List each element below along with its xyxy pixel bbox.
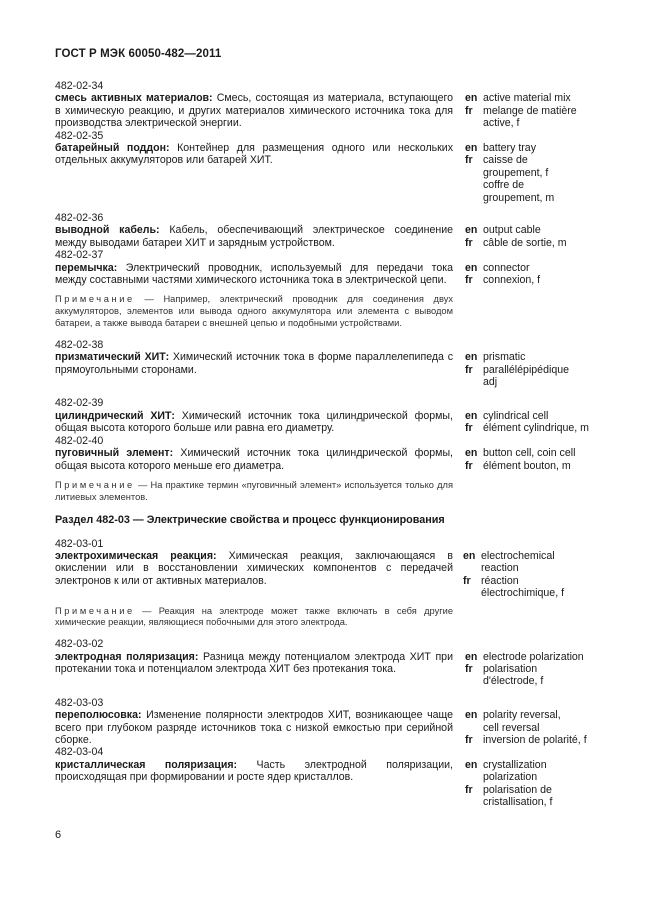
equivalent-en: en crystallization polarization [465,758,547,784]
term-name: электродная поляризация: [55,650,199,663]
term-number: 482-02-36 [55,212,104,225]
term-name: пуговичный элемент: [55,447,174,460]
entry-definition-block [55,339,453,376]
term-name: электрохимическая реакция: [55,549,217,562]
term-definition: Кабель, обеспечивающий электрическое соединение между выводами батареи ХИТ и зарядным устройством. [55,224,453,249]
entry-definition-block [55,80,453,130]
term-name: переполюсовка: [55,709,142,722]
equivalents [453,397,635,434]
note-label: Примечание [55,605,135,616]
equivalents [453,538,635,600]
equivalent-en: en prismatic [465,351,526,364]
equivalent-fr: fr parallélépipédique adj [465,363,569,389]
term-number: 482-02-39 [55,397,104,410]
equivalent-en: en battery tray [465,142,536,155]
note-text: — Например, электрический проводник для соединения двух аккумуляторов, элементов или вывода одного аккумулятора или элемента с выводом батареи, а также вывода батареи с внешней цепью и подобными устройствами. [55,294,453,329]
term-name: батарейный поддон: [55,142,170,155]
term-number: 482-03-01 [55,537,104,550]
equivalent-en: en connector [465,261,530,274]
equivalents [453,435,635,472]
equivalent-fr: fr élément cylindrique, m [465,422,589,435]
term-name: перемычка: [55,261,118,274]
term-definition: Химический источник тока цилиндрической формы, общая высота которого меньше его диаметра. [55,447,454,472]
entries-body [55,80,635,808]
term-entry [55,697,635,747]
equivalent-en: en cylindrical cell [465,409,549,422]
equivalent-fr: fr câble de sortie, m [465,236,567,249]
term-entry [55,249,635,286]
term-definition: Контейнер для размещения одного или нескольких отдельных аккумуляторов или батарей ХИТ. [55,142,454,167]
term-definition: Разница между потенциалом электрода ХИТ при протекании тока и потенциалом электрода ХИТ без протекания тока. [55,650,453,675]
term-entry [55,638,635,688]
term-definition: Химический источник тока в форме параллелепипеда с прямоугольными сторонами. [55,351,454,376]
standard-header: ГОСТ Р МЭК 60050-482—2011 [55,48,222,60]
equivalent-en: en polarity reversal, cell reversal [465,709,561,734]
equivalent-en: en output cable [465,224,541,237]
equivalent-en: en electrochemical reaction [463,549,555,575]
term-name: кристаллическая поляризация: [55,758,238,771]
entry-definition-block [55,746,453,783]
equivalent-fr: fr caisse de groupement, f coffre de groupement, m [465,154,555,204]
term-number: 482-02-38 [55,338,104,351]
term-entry [55,397,635,434]
equivalents [453,80,635,130]
term-number: 482-02-34 [55,80,104,92]
note [55,294,453,329]
term-entry [55,339,635,389]
entry-definition-block [55,697,453,747]
term-definition: Химическая реакция, заключающаяся в окислении или в восстановлении химических компонентов с передачей электронов к или от активных материалов. [55,549,453,587]
note-text: — На практике термин «пуговичный элемент» используется только для литиевых элементов. [55,479,453,502]
term-name: призматический ХИТ: [55,351,170,364]
term-name: цилиндрический ХИТ: [55,409,175,422]
equivalent-en: en electrode polarization [465,650,584,663]
term-definition: Смесь, состоящая из материала, вступающего в химическую реакцию, и других материалов химического источника тока для производства электрической энергии. [55,92,453,130]
term-number: 482-03-04 [55,746,104,759]
equivalents [453,697,635,747]
equivalents [453,249,635,286]
term-entry [55,80,635,130]
note-text: — Реакция на электроде может также включать в себя другие химические реакции, являющиеся побочными для этого электрода. [55,605,453,628]
entry-definition-block [55,130,453,167]
equivalents [453,746,635,808]
term-entry [55,212,635,249]
term-number: 482-02-35 [55,129,104,142]
term-definition: Электрический проводник, используемый для передачи тока между составными частями химического источника тока в электрической цепи. [55,261,453,287]
equivalent-en: en active material mix [465,92,571,105]
equivalent-fr: fr élément bouton, m [465,459,571,472]
term-definition: Изменение полярности электродов ХИТ, возникающее чаще всего при глубоком разряде источников тока с низкой емкостью при серийной сборке. [55,709,453,746]
term-entry [55,435,635,472]
equivalents [453,130,635,204]
equivalent-fr: fr melange de matière active, f [465,104,577,130]
equivalent-fr: fr polarisation d'électrode, f [465,662,544,688]
term-number: 482-02-37 [55,249,104,262]
note [55,606,453,630]
entry-definition-block [55,397,453,434]
entry-definition-block [55,538,453,588]
entry-definition-block [55,212,453,249]
term-entry [55,746,635,808]
note-label: Примечание [55,479,135,490]
note-label: Примечание [55,294,135,305]
term-number: 482-02-40 [55,434,104,447]
term-name: смесь активных материалов: [55,92,213,105]
equivalents [453,339,635,389]
equivalent-en: en button cell, coin cell [465,447,576,460]
note [55,480,453,504]
page-number: 6 [55,829,62,841]
section-title: Раздел 482-03 — Электрические свойства и процесс функционирования [55,513,445,526]
entry-definition-block [55,249,453,286]
equivalents [453,638,635,688]
equivalents [453,212,635,249]
term-name: выводной кабель: [55,224,160,237]
entry-definition-block [55,435,453,472]
term-number: 482-03-03 [55,696,104,709]
equivalent-fr: fr polarisation de cristallisation, f [465,783,553,808]
term-entry [55,130,635,204]
equivalent-fr: fr inversion de polarité, f [465,733,587,746]
term-number: 482-03-02 [55,638,104,651]
equivalent-fr: fr connexion, f [465,274,541,287]
entry-definition-block [55,638,453,675]
term-definition: Часть электродной поляризации, происходящая при формировании и росте ядер кристаллов. [55,758,453,784]
term-entry [55,538,635,600]
equivalent-fr: fr réaction électrochimique, f [463,574,565,600]
term-definition: Химический источник тока цилиндрической формы, общая высота которого больше или равна его диаметру. [55,409,453,435]
